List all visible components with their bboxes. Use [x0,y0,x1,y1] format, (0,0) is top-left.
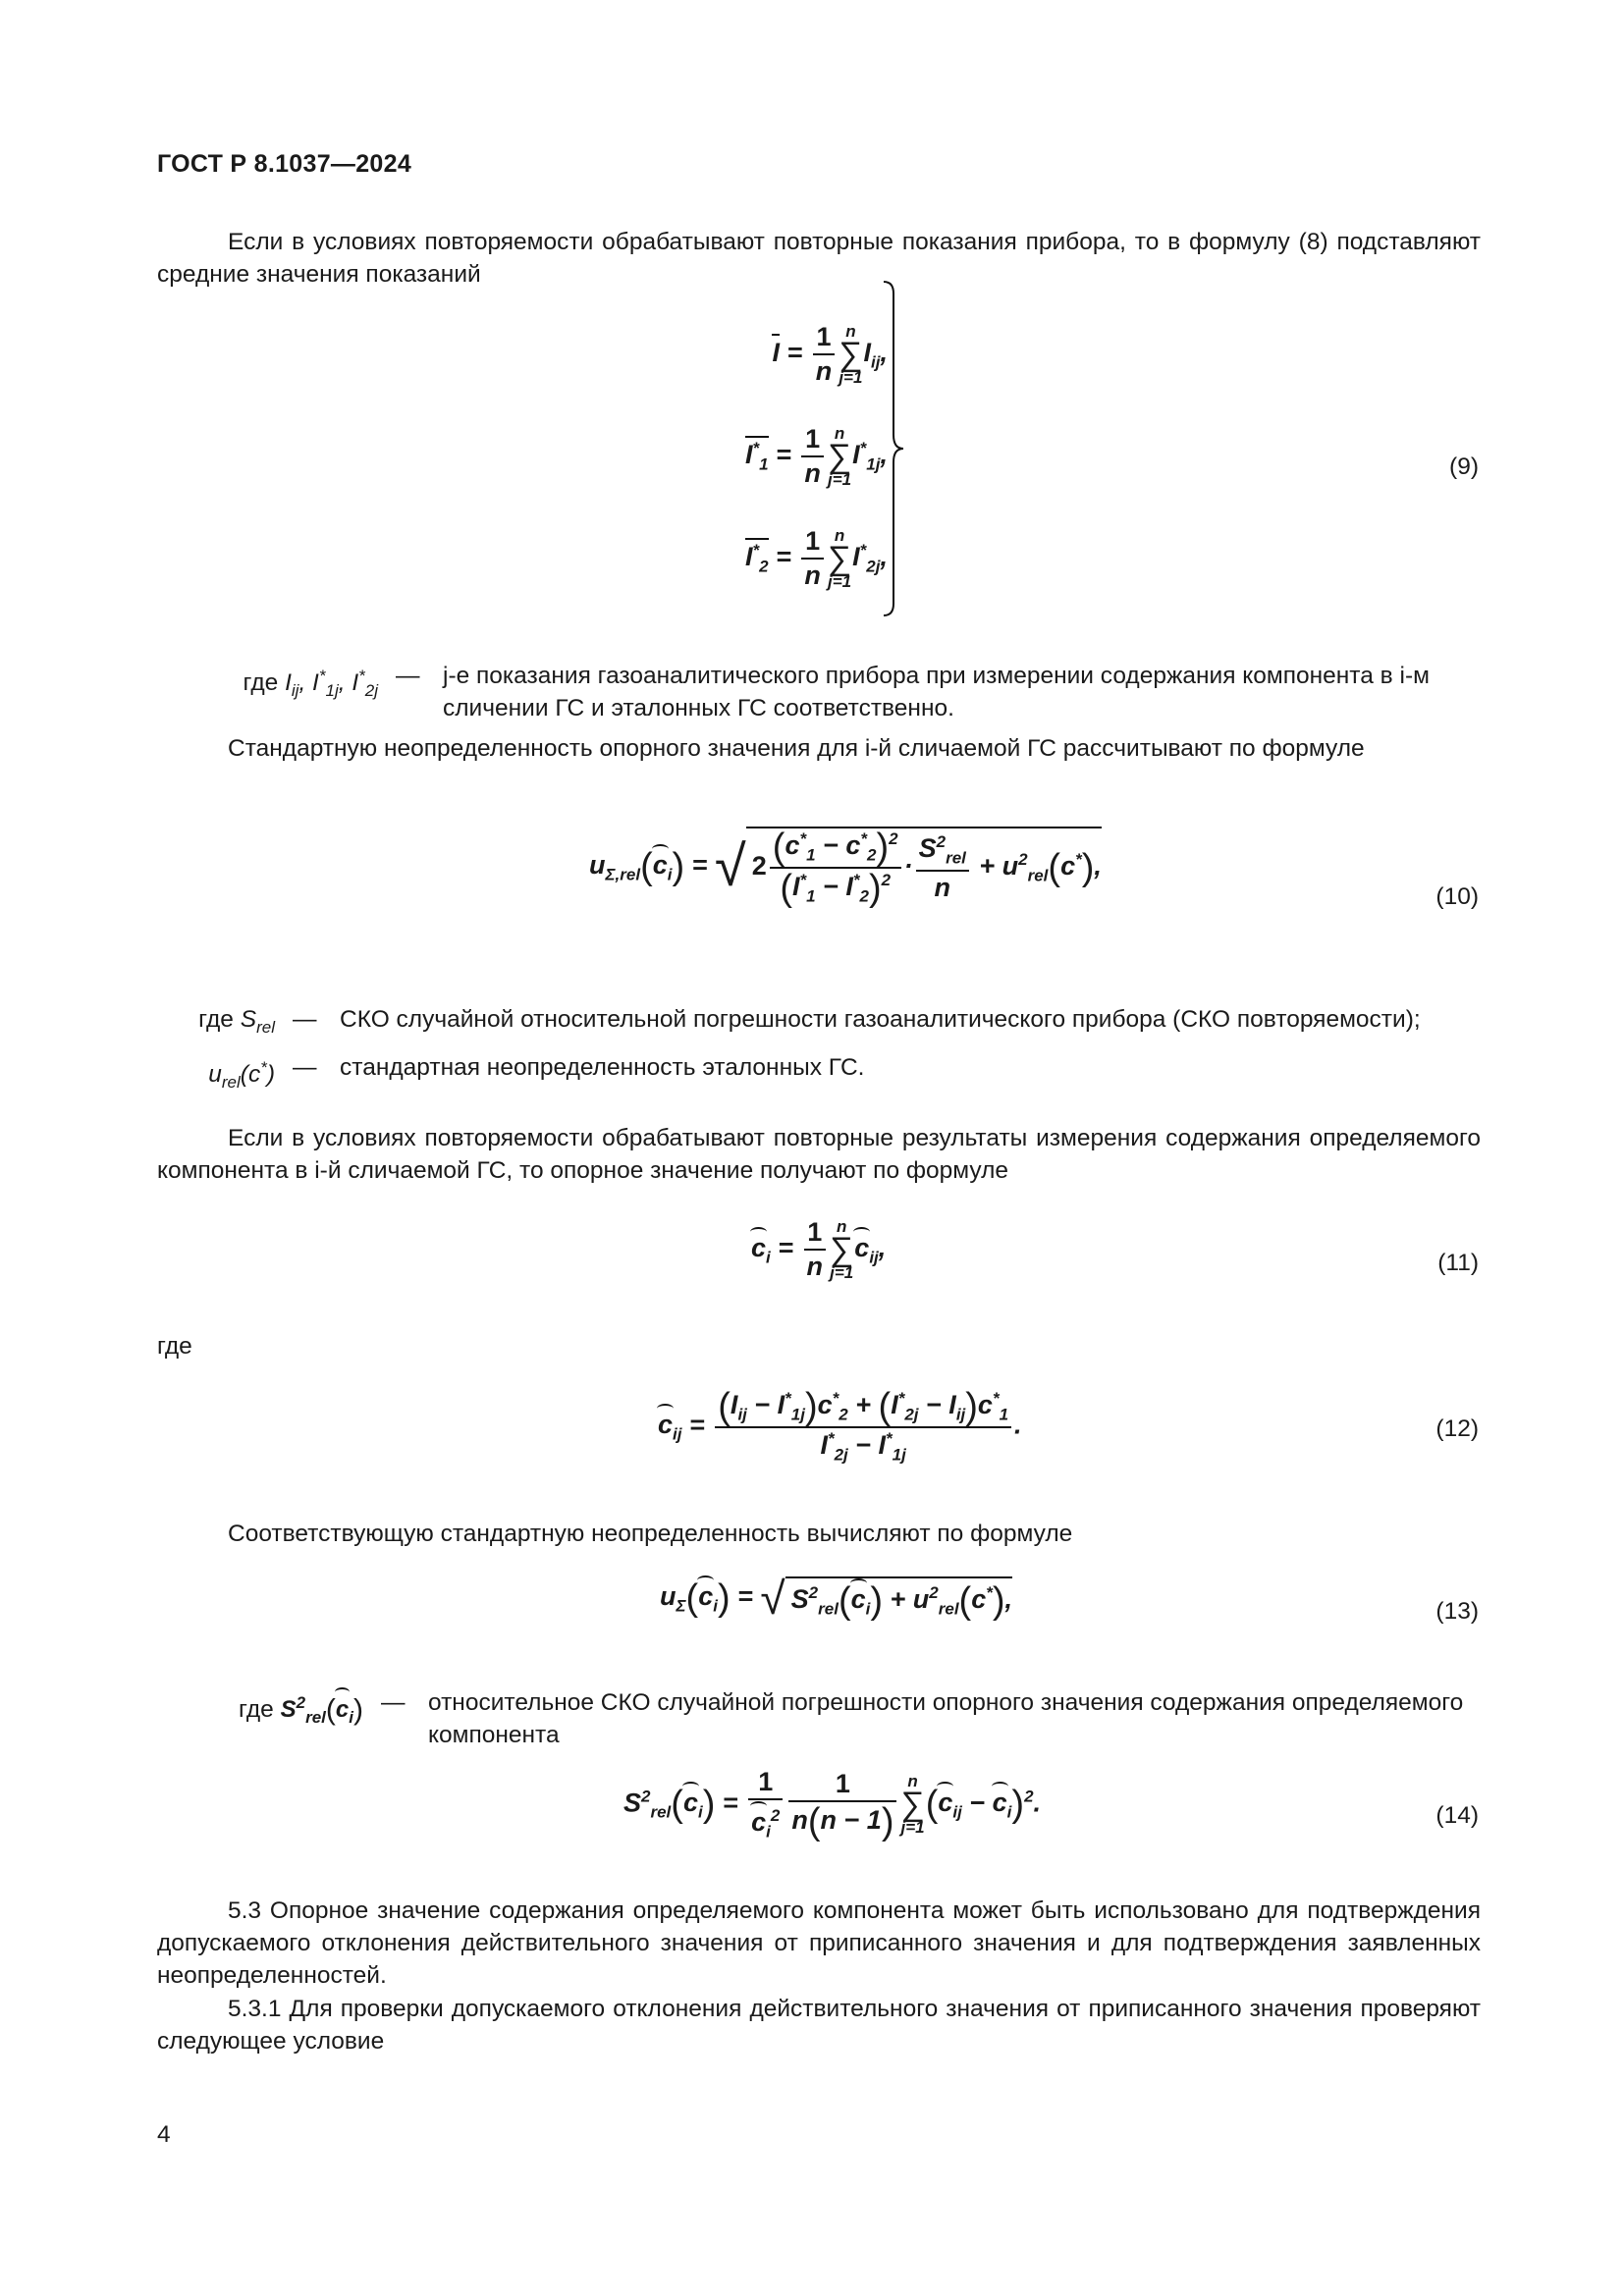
page-number: 4 [157,2121,171,2148]
where-dash: — [293,1006,317,1033]
where-text-readings: j-е показания газоаналитического прибора при измерении содержания компонента в i-м сличении ГС и эталонных ГС соответственно. [443,663,1430,721]
formula-9-line-3: $I^*_2$ = $\frac{1}{n}$ n ∑ j=1 $I^*_{2j}$, [745,526,888,591]
document-header: ГОСТ Р 8.1037—2024 [157,150,412,178]
formula-11: $c_i$ = $\frac{1}{n}$ n ∑ j=1 $c_{ij}$, [751,1217,887,1282]
equation-number-11: (11) [1437,1250,1479,1276]
formula-9-line-1: I = $\frac{1}{n}$ n ∑ j=1 $I_{ij}$, [772,322,888,387]
formula-9-line-2: $I^*_1$ = $\frac{1}{n}$ n ∑ j=1 $I^*_{1j}$, [745,424,888,489]
paragraph-uncertainty-formula-intro: Соответствующую стандартную неопределенность вычисляют по формуле [228,1521,1073,1547]
formula-14: $S^2_{rel}(c_i)$ = $\frac{1}{c_i^2}$ $\frac{1}{n(n - 1)}$ n ∑ j=1 $(c_{ij} - c_i)^2$. [623,1767,1042,1842]
formula-9 [736,287,893,611]
equation-number-13: (13) [1435,1598,1479,1625]
formula-9-brace [882,280,907,618]
paragraph-averages-intro: Если в условиях повторяемости обрабатывают повторные показания прибора, то в формулу (8) подставляют средние значения показаний [157,229,1481,288]
formula-12: $c_{ij}$ = $\frac{(I_{ij} - I^*_{1j})c^*_2 + (I^*_{2j} - I_{ij})c^*_1}{I^*_{2j} - I^*_{1j}}$ . [658,1386,1022,1465]
where-label-urel: $u_{rel}(c^*)$ [208,1057,275,1092]
where-block-sko [167,1003,1483,1098]
equation-number-9: (9) [1449,454,1479,480]
where-block-relative-sko [167,1686,1483,1751]
paragraph-5-3: 5.3 Опорное значение содержания определяемого компонента может быть использовано для подтверждения допускаемого отклонения действительного значения от приписанного значения и для подтверждения заявленных неопределенностей. [157,1897,1481,1989]
equation-number-10: (10) [1435,883,1479,910]
where-label-srel: где $S_{rel}$ [198,1006,275,1037]
where-block-readings [167,660,1483,724]
where-dash: — [293,1053,317,1081]
where-dash: — [396,663,420,689]
where-text-urel: стандартная неопределенность эталонных ГС. [340,1053,865,1081]
where-text-s2rel: относительное СКО случайной погрешности опорного значения содержания определяемого компонента [428,1689,1464,1748]
paragraph-5-3-1: 5.3.1 Для проверки допускаемого отклонения действительного значения от приписанного значения проверяют следующее условие [157,1996,1481,2055]
where-dash: — [381,1689,406,1716]
equation-number-12: (12) [1435,1415,1479,1442]
formula-10: $u_{\Sigma,rel}(c_i)$ = √ 2 $\frac{(c^*_1 - c^*_2)^2}{(I^*_1 - I^*_2)^2}$ · $\frac{S^2_{rel}}{n}$ + $u^2_{rel}(c^*)$, [589,827,1102,909]
paragraph-uncertainty-intro: Стандартную неопределенность опорного значения для i-й сличаемой ГС рассчитывают по формуле [228,735,1365,762]
where-label-readings: где $I_{ij}$, $I^*_{1j}$, $I^*_{2j}$ [243,667,378,701]
where-text-srel: СКО случайной относительной погрешности газоаналитического прибора (СКО повторяемости); [340,1006,1421,1033]
where-label-s2rel: где $S^2_{rel}(c_i)$ [167,1686,363,1751]
equation-number-14: (14) [1435,1802,1479,1829]
paragraph-reference-intro: Если в условиях повторяемости обрабатывают повторные результаты измерения содержания определяемого компонента в i-й сличаемой ГС, то опорное значение получают по формуле [157,1125,1481,1184]
formula-13: $u_\Sigma(c_i)$ = √ $S^2_{rel}(c_i) + u^2_{rel}(c^*)$, [660,1573,1013,1624]
paragraph-where: где [157,1333,192,1360]
